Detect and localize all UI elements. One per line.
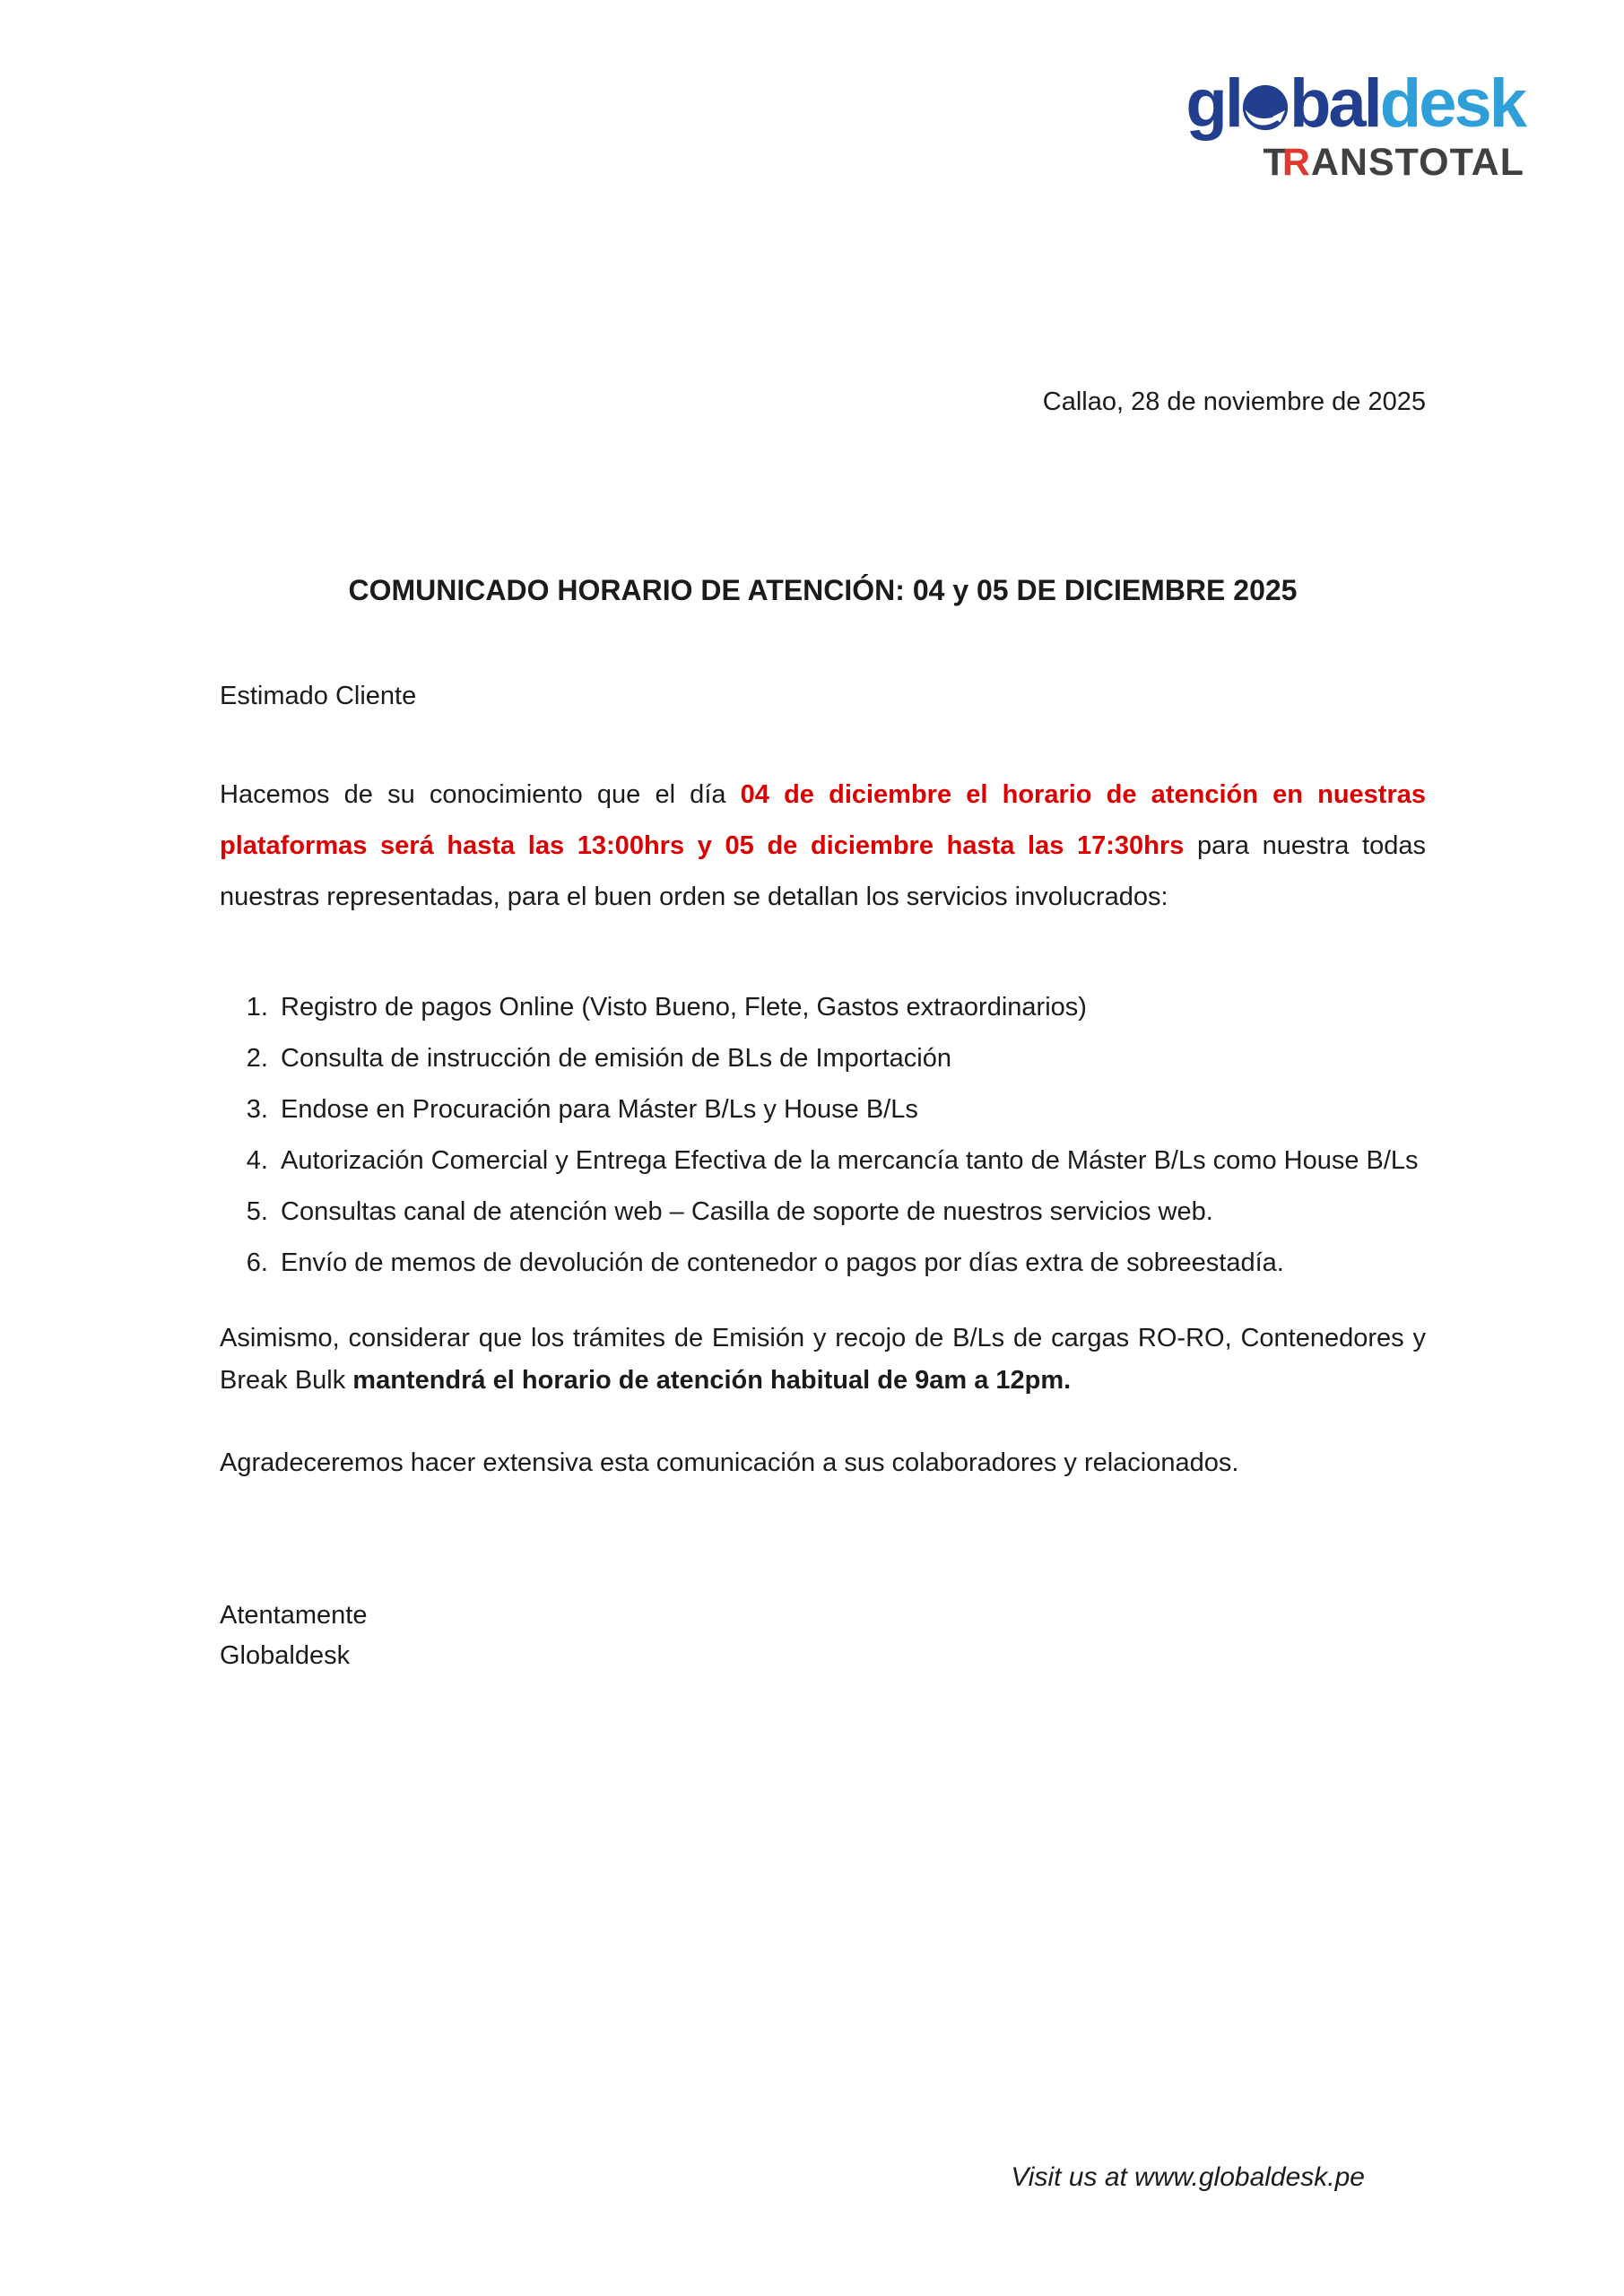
signoff-block xyxy=(220,1596,1426,1676)
logo-text-gl: gl xyxy=(1185,65,1241,142)
logo-sub-t: T xyxy=(1263,141,1288,184)
logo-company-name xyxy=(1185,141,1524,184)
logo-sub-rest: ANSTOTAL xyxy=(1310,141,1524,184)
salutation: Estimado Cliente xyxy=(220,682,417,710)
service-item: 5. Consultas canal de atención web – Casilla de soporte de nuestros servicios web. xyxy=(275,1187,1426,1238)
document-title: COMUNICADO HORARIO DE ATENCIÓN: 04 y 05 DE DICIEMBRE 2025 xyxy=(348,574,1298,606)
closing-highlight-bold: mantendrá el horario de atención habitual de 9am a 12pm. xyxy=(352,1366,1072,1395)
letter-content xyxy=(0,384,1624,1676)
logo-text-desk: desk xyxy=(1379,65,1524,142)
logo-sub-r: R xyxy=(1281,141,1311,184)
intro-highlight-red: 04 de diciembre el horario de atención en nuestras plataformas será hasta las 13:00hrs y 05 de diciembre hasta las 17:30hrs xyxy=(220,780,1426,860)
date-line: Callao, 28 de noviembre de 2025 xyxy=(1042,387,1426,416)
closing-text-before: Asimismo, considerar que los trámites de Emisión y recojo de B/Ls de cargas RO-RO, Contenedores y Break Bulk xyxy=(220,1324,1426,1395)
company-logo xyxy=(1185,65,1524,184)
service-item: 3. Endose en Procuración para Máster B/Ls y House B/Ls xyxy=(275,1084,1426,1135)
logo-text-bal: bal xyxy=(1289,65,1380,142)
closing-paragraph xyxy=(220,1318,1426,1402)
globe-icon xyxy=(1242,74,1289,121)
intro-text-before: Hacemos de su conocimiento que el día xyxy=(220,780,741,809)
services-list xyxy=(220,982,1426,1289)
footer-website-note: Visit us at www.globaldesk.pe xyxy=(1011,2162,1365,2192)
service-item: 6. Envío de memos de devolución de contenedor o pagos por días extra de sobreestadía. xyxy=(275,1238,1426,1289)
intro-paragraph xyxy=(220,770,1426,923)
service-item: 1. Registro de pagos Online (Visto Bueno, Flete, Gastos extraordinarios) xyxy=(275,982,1426,1033)
signoff-line-atentamente: Atentamente xyxy=(220,1601,368,1630)
logo-wordmark xyxy=(1185,65,1524,142)
service-item: 2. Consulta de instrucción de emisión de BLs de Importación xyxy=(275,1033,1426,1084)
intro-text-after: para nuestra todas nuestras representadas, para el buen orden se detallan los servicios involucrados: xyxy=(220,831,1426,911)
service-item: 4. Autorización Comercial y Entrega Efectiva de la mercancía tanto de Máster B/Ls como House B/Ls xyxy=(275,1135,1426,1187)
thanks-paragraph: Agradeceremos hacer extensiva esta comunicación a sus colaboradores y relacionados. xyxy=(220,1448,1239,1477)
signoff-line-globaldesk: Globaldesk xyxy=(220,1641,351,1670)
